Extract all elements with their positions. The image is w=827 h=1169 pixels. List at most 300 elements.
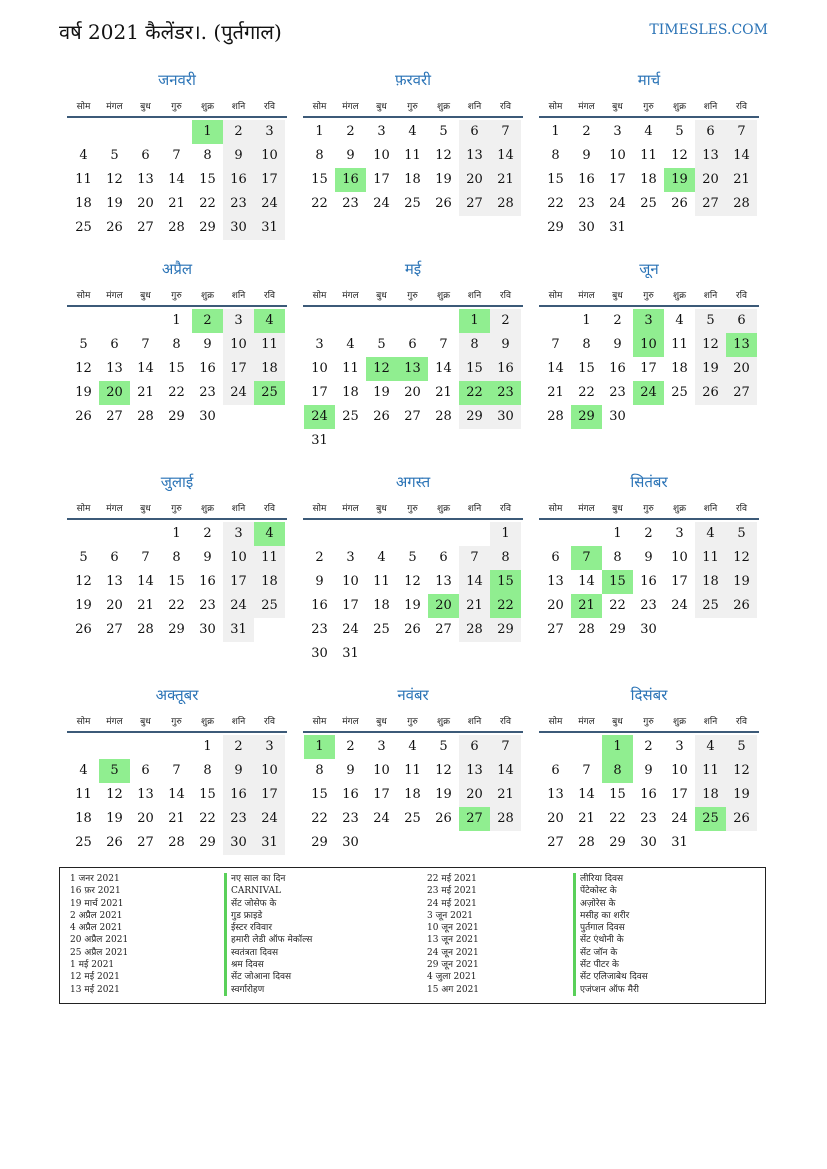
day-cell: 23 [640,598,657,613]
day-cell: 6 [459,120,490,144]
weekday-label: शनि [703,504,718,514]
day-cell: 8 [490,546,521,570]
weekday-label: शुक्र [200,717,215,727]
day-cell: 3 [675,739,684,754]
day-cell: 29 [199,835,216,850]
legend-holiday-name: गुड फ्राइडे [224,910,312,922]
day-cell: 1 [490,522,521,546]
day-cell: 10 [223,333,254,357]
weekday-label: सोम [312,291,327,301]
day-cell: 15 [578,361,595,376]
weekday-label: शुक्र [672,291,687,301]
month-name: मई [404,260,422,278]
weekday-label: बुध [376,717,387,727]
weekday-label: मंगल [106,291,123,301]
legend-date: 3 जून 2021 [427,910,474,921]
day-cell: 2 [613,313,622,328]
day-cell: 25 [640,196,657,211]
day-cell: 19 [726,783,757,807]
day-cell: 29 [459,405,490,429]
legend-date: 1 मई 2021 [70,960,115,971]
day-cell: 1 [192,120,223,144]
day-cell: 4 [254,522,285,546]
weekday-label: गुरु [407,717,418,727]
day-cell: 17 [671,574,688,589]
legend-date: 20 अप्रैल 2021 [70,935,129,946]
day-cell: 24 [633,381,664,405]
day-cell: 26 [695,381,726,405]
day-cell: 2 [192,309,223,333]
day-cell: 12 [695,333,726,357]
day-cell: 20 [459,783,490,807]
weekday-header [539,714,759,730]
day-cell: 26 [106,220,123,235]
day-cell: 12 [366,357,397,381]
weekday-label: बुध [140,102,151,112]
weekday-label: शनि [467,102,482,112]
day-cell: 11 [75,172,92,187]
day-cell: 5 [726,735,757,759]
day-cell: 11 [254,546,285,570]
weekday-label: गुरु [407,504,418,514]
day-cell: 1 [582,313,591,328]
day-cell: 8 [315,763,324,778]
day-cell: 16 [199,361,216,376]
day-cell: 28 [547,409,564,424]
weekday-label: मंगल [342,717,359,727]
weekday-label: बुध [376,504,387,514]
day-cell: 23 [342,196,359,211]
day-cell: 7 [172,763,181,778]
weekday-label: सोम [312,102,327,112]
month-name: जून [639,260,659,278]
day-cell: 15 [168,361,185,376]
weekday-label: गुरु [171,504,182,514]
header-rule [539,116,759,118]
weekday-label: मंगल [106,717,123,727]
day-cell: 23 [640,811,657,826]
day-cell: 14 [459,570,490,594]
weekday-label: मंगल [578,102,595,112]
day-cell: 1 [315,124,324,139]
legend-date: 29 जून 2021 [427,960,479,971]
day-cell: 18 [404,787,421,802]
day-cell: 27 [106,622,123,637]
day-cell: 13 [106,574,123,589]
legend-holiday-name: सेंट जॉन के [573,947,648,959]
day-cell: 16 [609,361,626,376]
day-cell: 21 [168,196,185,211]
day-cell: 28 [578,835,595,850]
day-cell: 11 [640,148,657,163]
day-cell: 3 [315,337,324,352]
month-name: मार्च [637,71,661,89]
day-cell: 13 [547,787,564,802]
day-cell: 15 [609,787,626,802]
weekday-label: मंगल [342,291,359,301]
day-cell: 5 [726,522,757,546]
day-cell: 3 [675,526,684,541]
day-cell: 2 [346,124,355,139]
day-cell: 3 [377,739,386,754]
day-cell: 2 [315,550,324,565]
day-cell: 31 [311,433,328,448]
day-cell: 20 [726,357,757,381]
day-cell: 28 [578,622,595,637]
weekday-label: बुध [612,102,623,112]
day-cell: 31 [671,835,688,850]
day-cell: 2 [203,526,212,541]
day-cell: 18 [75,196,92,211]
day-cell: 9 [203,337,212,352]
weekday-label: मंगल [578,717,595,727]
day-cell: 21 [168,811,185,826]
legend-names-2 [573,873,648,996]
day-cell: 2 [644,739,653,754]
legend-dates-2 [427,873,479,996]
day-cell: 30 [311,646,328,661]
legend-date: 4 अप्रैल 2021 [70,923,123,934]
day-cell: 20 [428,594,459,618]
weekday-label: रवि [735,102,748,112]
day-cell: 30 [640,622,657,637]
day-cell: 1 [304,735,335,759]
weekday-label: शुक्र [436,291,451,301]
day-cell: 4 [675,313,684,328]
day-cell: 20 [459,168,490,192]
day-cell: 5 [439,124,448,139]
day-cell: 30 [640,835,657,850]
day-cell: 16 [199,574,216,589]
day-cell: 3 [254,735,285,759]
day-cell: 21 [490,783,521,807]
day-cell: 18 [254,570,285,594]
site-link[interactable]: TIMESLES.COM [649,22,768,38]
legend-holiday-name: CARNIVAL [224,885,312,897]
day-cell: 22 [547,196,564,211]
day-cell: 20 [137,196,154,211]
weekday-label: गुरु [171,717,182,727]
weekday-label: सोम [548,291,563,301]
day-cell: 18 [671,361,688,376]
day-cell: 31 [223,618,254,642]
day-cell: 15 [168,574,185,589]
weekday-header [303,99,523,115]
day-cell: 27 [726,381,757,405]
day-cell: 6 [551,550,560,565]
day-cell: 30 [199,622,216,637]
day-cell: 15 [199,787,216,802]
day-cell: 6 [439,550,448,565]
day-cell: 13 [397,357,428,381]
day-cell: 16 [342,787,359,802]
day-cell: 7 [571,546,602,570]
legend-date: 24 जून 2021 [427,947,479,958]
day-cell: 28 [459,618,490,642]
day-cell: 23 [199,598,216,613]
weekday-label: मंगल [106,504,123,514]
weekday-label: शनि [231,291,246,301]
day-cell: 10 [311,361,328,376]
day-cell: 25 [373,622,390,637]
day-cell: 14 [547,361,564,376]
day-cell: 13 [137,172,154,187]
weekday-label: गुरु [407,291,418,301]
day-cell: 19 [435,787,452,802]
day-cell: 28 [490,807,521,831]
day-cell: 27 [404,409,421,424]
weekday-label: मंगल [342,102,359,112]
legend-date: 2 अप्रैल 2021 [70,910,123,921]
day-cell: 23 [578,196,595,211]
day-cell: 5 [377,337,386,352]
day-cell: 6 [726,309,757,333]
day-cell: 20 [404,385,421,400]
day-cell: 27 [106,409,123,424]
header-rule [67,731,287,733]
day-cell: 26 [373,409,390,424]
day-cell: 10 [254,759,285,783]
day-cell: 29 [571,405,602,429]
weekday-label: रवि [263,102,276,112]
day-cell: 23 [223,807,254,831]
legend-holiday-name: नए साल का दिन [224,873,312,885]
weekday-label: मंगल [578,291,595,301]
day-cell: 1 [203,739,212,754]
day-cell: 2 [346,739,355,754]
day-cell: 8 [203,148,212,163]
day-cell: 17 [342,598,359,613]
day-cell: 22 [459,381,490,405]
day-cell: 4 [644,124,653,139]
day-cell: 12 [726,759,757,783]
day-cell: 9 [582,148,591,163]
legend-holiday-name: स्वतंत्रता दिवस [224,947,312,959]
day-cell: 11 [404,763,421,778]
day-cell: 10 [609,148,626,163]
day-cell: 5 [439,739,448,754]
day-cell: 2 [582,124,591,139]
day-cell: 5 [695,309,726,333]
day-cell: 10 [254,144,285,168]
day-cell: 12 [435,148,452,163]
weekday-label: शुक्र [436,504,451,514]
day-cell: 12 [726,546,757,570]
day-cell: 13 [106,361,123,376]
day-cell: 14 [168,787,185,802]
weekday-label: सोम [76,102,91,112]
day-cell: 18 [404,172,421,187]
header-rule [539,305,759,307]
day-cell: 24 [671,598,688,613]
legend-holiday-name: पुर्तगाल दिवस [573,922,648,934]
weekday-label: रवि [735,504,748,514]
day-cell: 19 [695,357,726,381]
weekday-header [539,99,759,115]
day-cell: 19 [75,385,92,400]
weekday-label: सोम [76,717,91,727]
legend-holiday-name: सेंट जोआना दिवस [224,971,312,983]
month-name: सितंबर [630,473,668,491]
day-cell: 14 [578,787,595,802]
day-cell: 7 [141,337,150,352]
day-cell: 7 [726,120,757,144]
day-cell: 15 [602,570,633,594]
day-cell: 8 [551,148,560,163]
legend-date: 25 अप्रैल 2021 [70,947,129,958]
weekday-label: शुक्र [672,102,687,112]
day-cell: 24 [671,811,688,826]
month-name: फ़रवरी [394,71,432,89]
day-cell: 29 [168,409,185,424]
day-cell: 16 [578,172,595,187]
day-cell: 16 [311,598,328,613]
day-cell: 19 [726,570,757,594]
day-cell: 19 [664,168,695,192]
legend-holiday-name: स्वर्गारोहण [224,984,312,996]
day-cell: 6 [141,148,150,163]
day-cell: 23 [490,381,521,405]
day-cell: 8 [459,333,490,357]
weekday-label: सोम [312,717,327,727]
day-cell: 14 [726,144,757,168]
day-cell: 17 [254,783,285,807]
weekday-header [539,501,759,517]
day-cell: 30 [199,409,216,424]
day-cell: 28 [168,835,185,850]
legend-holiday-name: पेंटेकोस्ट के [573,885,648,897]
day-cell: 24 [223,381,254,405]
day-cell: 1 [172,526,181,541]
day-cell: 24 [254,807,285,831]
legend-date: 12 मई 2021 [70,972,120,983]
day-cell: 8 [203,763,212,778]
legend-holiday-name: लीरिया दिवस [573,873,648,885]
weekday-label: शनि [231,102,246,112]
day-cell: 2 [223,735,254,759]
weekday-label: शुक्र [436,102,451,112]
day-cell: 28 [490,192,521,216]
day-cell: 18 [640,172,657,187]
legend-holiday-name: अज़ोरेस के [573,898,648,910]
day-cell: 3 [633,309,664,333]
weekday-label: शनि [703,102,718,112]
weekday-header [303,501,523,517]
weekday-label: रवि [735,717,748,727]
weekday-label: शनि [703,291,718,301]
day-cell: 23 [223,192,254,216]
day-cell: 4 [79,763,88,778]
day-cell: 27 [547,835,564,850]
day-cell: 17 [671,787,688,802]
day-cell: 26 [726,594,757,618]
day-cell: 27 [547,622,564,637]
weekday-label: बुध [140,504,151,514]
day-cell: 26 [671,196,688,211]
day-cell: 14 [137,574,154,589]
day-cell: 1 [602,735,633,759]
weekday-label: शुक्र [200,102,215,112]
day-cell: 21 [578,811,595,826]
day-cell: 26 [435,196,452,211]
weekday-label: गुरु [171,291,182,301]
day-cell: 31 [342,646,359,661]
day-cell: 10 [373,763,390,778]
weekday-label: रवि [499,504,512,514]
day-cell: 28 [137,622,154,637]
day-cell: 24 [373,196,390,211]
day-cell: 1 [459,309,490,333]
day-cell: 31 [609,220,626,235]
day-cell: 29 [609,622,626,637]
day-cell: 19 [106,811,123,826]
day-cell: 22 [311,196,328,211]
day-cell: 4 [377,550,386,565]
day-cell: 30 [609,409,626,424]
day-cell: 14 [578,574,595,589]
day-cell: 15 [459,357,490,381]
day-cell: 12 [435,763,452,778]
weekday-label: शनि [467,717,482,727]
day-cell: 17 [640,361,657,376]
day-cell: 5 [408,550,417,565]
day-cell: 28 [726,192,757,216]
day-cell: 18 [373,598,390,613]
day-cell: 24 [223,594,254,618]
day-cell: 16 [223,783,254,807]
day-cell: 19 [373,385,390,400]
legend-date: 23 मई 2021 [427,886,477,897]
legend-holiday-name: मसीह का शरीर [573,910,648,922]
legend-holiday-name: ईस्टर रविवार [224,922,312,934]
day-cell: 1 [172,313,181,328]
month-name: जुलाई [160,473,194,491]
day-cell: 22 [578,385,595,400]
day-cell: 22 [199,811,216,826]
legend-date: 19 मार्च 2021 [70,898,124,909]
day-cell: 30 [578,220,595,235]
day-cell: 27 [435,622,452,637]
day-cell: 6 [110,337,119,352]
weekday-header [67,288,287,304]
legend-date: 1 जनर 2021 [70,874,120,884]
weekday-label: गुरु [407,102,418,112]
day-cell: 19 [75,598,92,613]
month-name: अप्रैल [161,260,193,278]
day-cell: 7 [172,148,181,163]
day-cell: 11 [695,546,726,570]
day-cell: 17 [254,168,285,192]
day-cell: 21 [571,594,602,618]
day-cell: 30 [223,216,254,240]
day-cell: 24 [342,622,359,637]
weekday-label: गुरु [171,102,182,112]
day-cell: 8 [315,148,324,163]
day-cell: 22 [199,196,216,211]
weekday-label: मंगल [342,504,359,514]
legend-holiday-name: एजंप्शन ऑफ मैरी [573,984,648,996]
weekday-label: शनि [231,504,246,514]
weekday-label: बुध [376,291,387,301]
legend-holiday-name: सेंट पीटर के [573,959,648,971]
header-rule [303,305,523,307]
day-cell: 17 [223,357,254,381]
day-cell: 12 [106,172,123,187]
day-cell: 5 [110,148,119,163]
day-cell: 1 [613,526,622,541]
day-cell: 20 [547,598,564,613]
day-cell: 29 [311,835,328,850]
